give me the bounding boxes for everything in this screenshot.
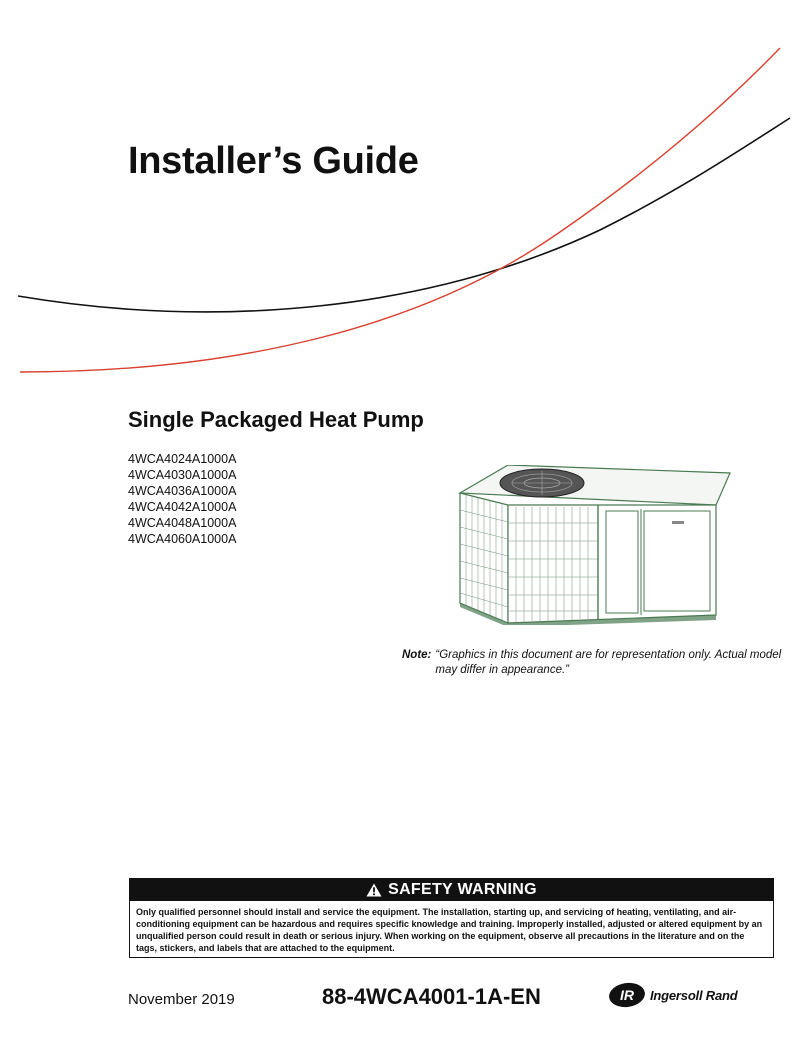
safety-warning-header bbox=[130, 879, 773, 901]
representation-note bbox=[402, 648, 782, 678]
note-label: Note: bbox=[402, 649, 432, 661]
publication-date: November 2019 bbox=[128, 991, 235, 1008]
ir-logo-icon bbox=[608, 982, 646, 1008]
brand-name: Ingersoll Rand bbox=[650, 987, 738, 1003]
red-curve bbox=[20, 48, 780, 372]
model-number: 4WCA4036A1000A bbox=[128, 484, 237, 498]
warning-triangle-icon bbox=[366, 883, 382, 897]
document-number: 88-4WCA4001-1A-EN bbox=[322, 984, 541, 1009]
ingersoll-rand-logo bbox=[608, 982, 738, 1008]
model-list bbox=[128, 451, 236, 547]
model-number: 4WCA4048A1000A bbox=[128, 516, 237, 530]
heat-pump-unit-illustration bbox=[446, 465, 736, 625]
product-subtitle: Single Packaged Heat Pump bbox=[128, 407, 424, 432]
safety-warning-box bbox=[129, 878, 774, 958]
note-text: “Graphics in this document are for representation only. Actual model may differ in appearance.” bbox=[435, 649, 782, 676]
safety-warning-title: SAFETY WARNING bbox=[388, 881, 537, 898]
model-number: 4WCA4024A1000A bbox=[128, 452, 237, 466]
model-number: 4WCA4060A1000A bbox=[128, 532, 237, 546]
model-number: 4WCA4042A1000A bbox=[128, 500, 237, 514]
model-number: 4WCA4030A1000A bbox=[128, 468, 237, 482]
page-title: Installer’s Guide bbox=[128, 140, 419, 182]
safety-warning-text: Only qualified personnel should install and service the equipment. The installation, starting up, and servicing of heating, ventilating, and air-conditioning equipment can be hazardous and requires specific knowledge and training. Improperly installed, adjusted or altered equipment by an unqualified person could result in death or serious injury. When working on the equipment, observe all precautions in the literature and on the tags, stickers, and labels that are attached to the equipment. bbox=[136, 907, 763, 953]
ir-logo-mark: IR bbox=[620, 987, 634, 1003]
